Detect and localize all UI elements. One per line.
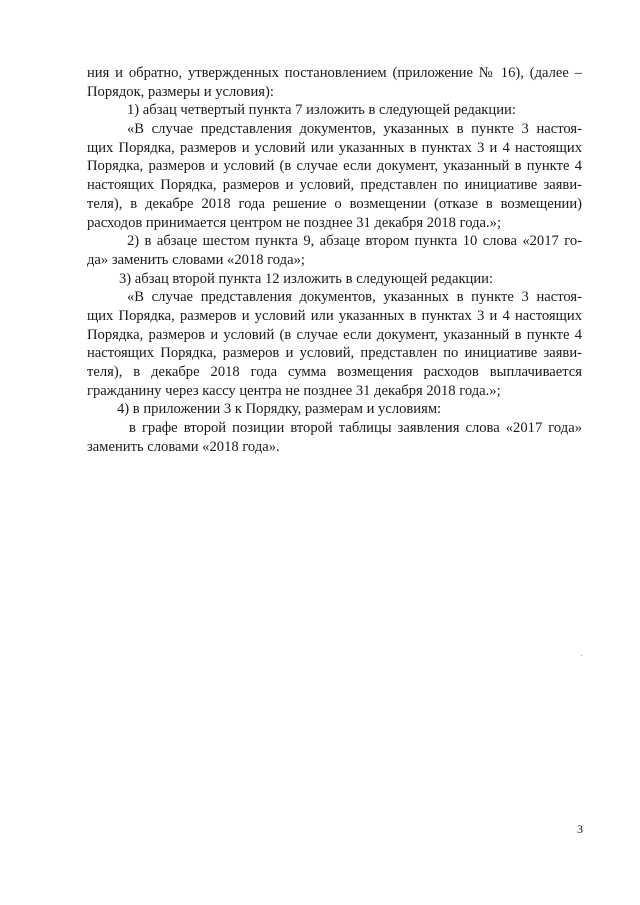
quote-line: «В случае представления документов, указанных в пункте 3 настоя- [127, 121, 582, 138]
quote-line: настоящих Порядка, размеров и условий, представлен по инициативе заяви- [87, 345, 582, 362]
quote-line: щих Порядка, размеров и условий или указанных в пунктах 3 и 4 настоящих [87, 139, 582, 156]
quote-line: теля), в декабре 2018 года сумма возмещения расходов выплачивается [87, 364, 582, 380]
quote-line: «В случае представления документов, указанных в пункте 3 настоя- [127, 289, 582, 306]
list-item-4: 4) в приложении 3 к Порядку, размерам и условиям: [117, 401, 442, 418]
quote-line: расходов принимается центром не позднее 31 декабря 2018 года.»; [87, 214, 502, 231]
document-body [87, 64, 582, 456]
quote-line: Порядка, размеров и условий (в случае если документ, указанный в пункте 4 [87, 326, 582, 343]
text-line: ния и обратно, утвержденных постановлением (приложение № 16), (далее – [87, 65, 582, 81]
list-item-2: 2) в абзаце шестом пункта 9, абзаце втором пункта 10 слова «2017 го- [127, 233, 582, 250]
quote-line: гражданину через кассу центра не позднее 31 декабря 2018 года.»; [87, 382, 501, 399]
quote-line: настоящих Порядка, размеров и условий, представлен по инициативе заяви- [87, 177, 582, 194]
list-item-1: 1) абзац четвертый пункта 7 изложить в следующей редакции: [127, 102, 516, 119]
text-line: заменить словами «2018 года». [87, 438, 280, 455]
quote-line: теля), в декабре 2018 года решение о возмещении (отказе в возмещении) [87, 195, 582, 212]
page-number: 3 [577, 822, 583, 836]
text-line: Порядок, размеры и условия): [87, 83, 274, 100]
quote-line: Порядка, размеров и условий (в случае если документ, указанный в пункте 4 [87, 158, 582, 175]
list-item-3: 3) абзац второй пункта 12 изложить в следующей редакции: [119, 270, 494, 287]
text-line: да» заменить словами «2018 года»; [87, 251, 305, 268]
text-line: в графе второй позиции второй таблицы заявления слова «2017 года» [129, 420, 582, 437]
quote-line: щих Порядка, размеров и условий или указанных в пунктах 3 и 4 настоящих [87, 307, 582, 324]
scan-speck [581, 655, 582, 656]
